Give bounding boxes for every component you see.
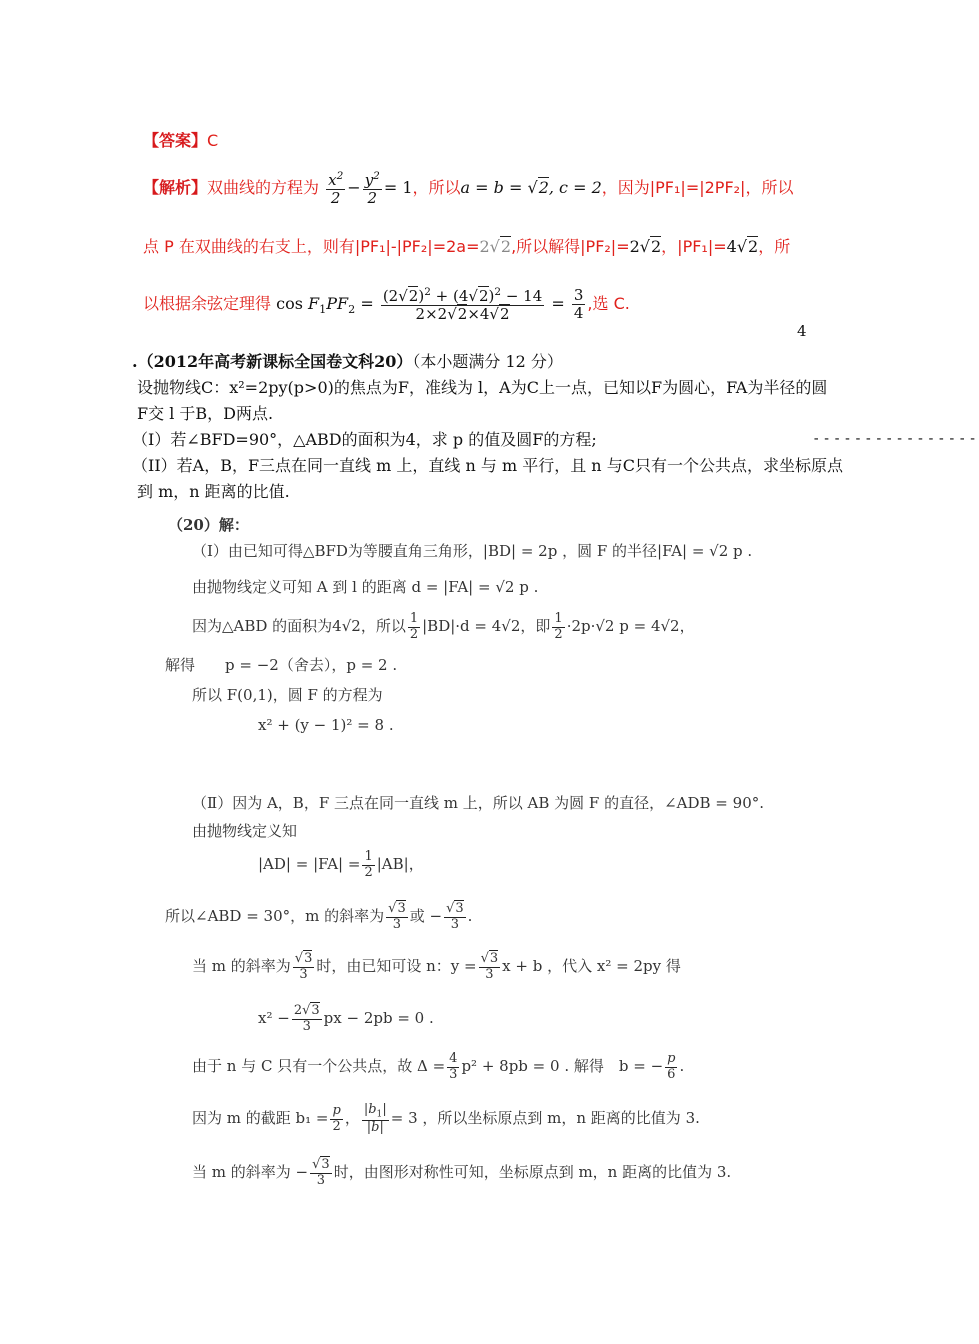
solution-text: |AD| = |FA| = bbox=[258, 855, 361, 873]
analysis-text: ，因为|PF₁|=|2PF₂|，所以 bbox=[601, 178, 794, 197]
solution-line: 所以∠ABD = 30°，m 的斜率为 $\frac{√3}{3}$ 或 − $\frac{√3}{3}$ . bbox=[165, 900, 473, 932]
solution-text: 因为 m 的截距 b₁ = bbox=[192, 1109, 329, 1127]
solution-text: x² − bbox=[258, 1009, 290, 1027]
analysis-line-3: 以根据余弦定理得 $\cos F_1PF_2$ = $\frac{(2√2)^2 + (4√2)^2 - 14}{2\times 2√2\times 4√2}$ = $\frac{3}{4}$ ,选 C. bbox=[143, 285, 630, 323]
solution-text: ， bbox=[344, 1109, 360, 1127]
solution-text: ·2p·√2 p = 4√2， bbox=[566, 617, 695, 635]
solution-line: 由于 n 与 C 只有一个公共点，故 Δ = $\frac{4}{3}$ p² + 8pb = 0 . 解得 b = − $\frac{p}{6}$ . bbox=[192, 1050, 685, 1082]
p-over-2: $\frac{p}{2}$ bbox=[332, 1102, 341, 1134]
hyperbola-fraction-y: $\frac{y^2}{2}$ bbox=[364, 169, 380, 207]
answer-label: 【答案】 bbox=[143, 131, 208, 150]
solution-text: 由于 n 与 C 只有一个公共点，故 Δ = bbox=[192, 1057, 446, 1075]
b1-over-b: $\frac{|b_1|}{|b|}$ bbox=[363, 1101, 387, 1135]
analysis-line-1: 【解析】双曲线的方程为 $\frac{x^2}{2}$ − $\frac{y^2}{2}$ = 1，所以a = b = √2, c = 2，因为|PF₁|=|2PF₂|，所以 bbox=[143, 169, 794, 207]
solution-line bbox=[192, 946, 681, 986]
solution-line bbox=[192, 608, 695, 644]
analysis-text: ，所 bbox=[758, 237, 791, 256]
solution-equation: x² + (y − 1)² = 8 . bbox=[258, 716, 394, 734]
solution-text: 时，由图形对称性可知，坐标原点到 m，n 距离的比值为 3. bbox=[333, 1163, 732, 1181]
problem-part-2: （II）若A，B，F三点在同一直线 m 上，直线 n 与 m 平行，且 n 与C只有一个公共点，求坐标原点 bbox=[132, 456, 843, 475]
solution-text: 当 m 的斜率为 bbox=[192, 957, 291, 975]
answer-line bbox=[143, 128, 218, 151]
p-over-6: $\frac{p}{6}$ bbox=[667, 1050, 676, 1082]
problem-line-2: F交 l 于B，D两点. bbox=[137, 404, 274, 423]
solution-line: 由抛物线定义可知 A 到 l 的距离 d = |FA| = √2 p . bbox=[192, 578, 539, 596]
analysis-text: 以根据余弦定理得 bbox=[143, 294, 272, 313]
solution-line bbox=[192, 1098, 700, 1138]
page-number: 4 bbox=[797, 322, 807, 340]
sqrt3-over-3: $\frac{√3}{3}$ bbox=[446, 900, 464, 932]
analysis-text: ，所以 bbox=[412, 178, 461, 197]
half-fraction: $\frac{1}{2}$ bbox=[554, 610, 563, 642]
analysis-text: ,选 C. bbox=[587, 294, 630, 313]
hyperbola-fraction-x: $\frac{x^2}{2}$ bbox=[328, 169, 344, 207]
solution-line: 解得 p = −2（舍去），p = 2 . bbox=[165, 656, 398, 674]
analysis-text: ,所以解得|PF₂|= bbox=[511, 237, 630, 256]
solution-text: 当 m 的斜率为 − bbox=[192, 1163, 309, 1181]
analysis-text: ，|PF₁|= bbox=[661, 237, 727, 256]
solution-line: 所以 F(0,1)，圆 F 的方程为 bbox=[192, 686, 383, 704]
solution-equation bbox=[258, 998, 434, 1038]
solution-text: 或 − bbox=[409, 907, 443, 925]
two-sqrt3-over-3: $\frac{2√3}{3}$ bbox=[293, 1002, 320, 1034]
sqrt3-over-3: $\frac{√3}{3}$ bbox=[312, 1156, 330, 1188]
four-thirds: $\frac{4}{3}$ bbox=[449, 1050, 458, 1082]
dashed-separator: ---------------- bbox=[812, 431, 979, 447]
solution-line: （Ⅰ）由已知可得△BFD为等腰直角三角形，|BD| = 2p ，圆 F 的半径|FA| = √2 p . bbox=[192, 542, 753, 560]
solution-line: （Ⅱ）因为 A，B，F 三点在同一直线 m 上，所以 AB 为圆 F 的直径，∠ADB = 90°. bbox=[192, 794, 765, 812]
analysis-formula: a = b = √2, c = 2 bbox=[460, 178, 602, 197]
problem-part-1: （I）若∠BFD=90°，△ABD的面积为4，求 p 的值及圆F的方程; bbox=[132, 430, 597, 449]
problem-header bbox=[132, 349, 563, 372]
solution-text: = 3 ，所以坐标原点到 m，n 距离的比值为 3. bbox=[390, 1109, 700, 1127]
solution-line: 由抛物线定义知 bbox=[192, 822, 298, 840]
solution-text: 所以∠ABD = 30°，m 的斜率为 bbox=[165, 907, 385, 925]
analysis-line-2: 点 P 在双曲线的右支上，则有|PF₁|-|PF₂|=2a=2√2,所以解得|PF₂|=2√2，|PF₁|=4√2，所 bbox=[143, 237, 791, 256]
sqrt3-over-3: $\frac{√3}{3}$ bbox=[388, 900, 406, 932]
solution-text: x + b ，代入 x² = 2py 得 bbox=[502, 957, 681, 975]
half-fraction: $\frac{1}{2}$ bbox=[364, 848, 373, 880]
sqrt3-over-3: $\frac{√3}{3}$ bbox=[480, 950, 499, 982]
analysis-label: 【解析】 bbox=[143, 178, 208, 197]
problem-part-2-cont: 到 m，n 距离的比值. bbox=[137, 482, 290, 501]
cosine-fraction: $\frac{(2√2)^2 + (4√2)^2 - 14}{2\times 2√2\times 4√2}$ bbox=[382, 285, 543, 323]
analysis-text: 双曲线的方程为 bbox=[207, 178, 320, 197]
problem-source: .（2012年高考新课标全国卷文科20） bbox=[132, 352, 413, 371]
half-fraction: $\frac{1}{2}$ bbox=[409, 610, 419, 642]
answer-value: C bbox=[207, 131, 219, 150]
sqrt3-over-3: $\frac{√3}{3}$ bbox=[294, 950, 313, 982]
problem-score-note: （本小题满分 12 分） bbox=[412, 352, 563, 371]
solution-text: px − 2pb = 0 . bbox=[323, 1009, 434, 1027]
solution-equation bbox=[258, 846, 424, 882]
analysis-text: 点 P 在双曲线的右支上，则有|PF₁|-|PF₂|=2a= bbox=[143, 237, 480, 256]
solution-text: 时，由已知可设 n：y = bbox=[316, 957, 477, 975]
solution-text: |AB|， bbox=[376, 855, 424, 873]
three-quarters: $\frac{3}{4}$ bbox=[573, 285, 584, 322]
solution-text: 因为△ABD 的面积为4√2，所以 bbox=[192, 617, 406, 635]
solution-line bbox=[192, 1152, 731, 1192]
solution-title: （20）解： bbox=[168, 516, 249, 534]
solution-text: p² + 8pb = 0 . 解得 b = − bbox=[461, 1057, 664, 1075]
problem-line-1: 设抛物线C：x²=2py(p>0)的焦点为F，准线为 l，A为C上一点，已知以F为圆心，FA为半径的圆 bbox=[137, 378, 828, 397]
solution-text: |BD|·d = 4√2，即 bbox=[422, 617, 551, 635]
